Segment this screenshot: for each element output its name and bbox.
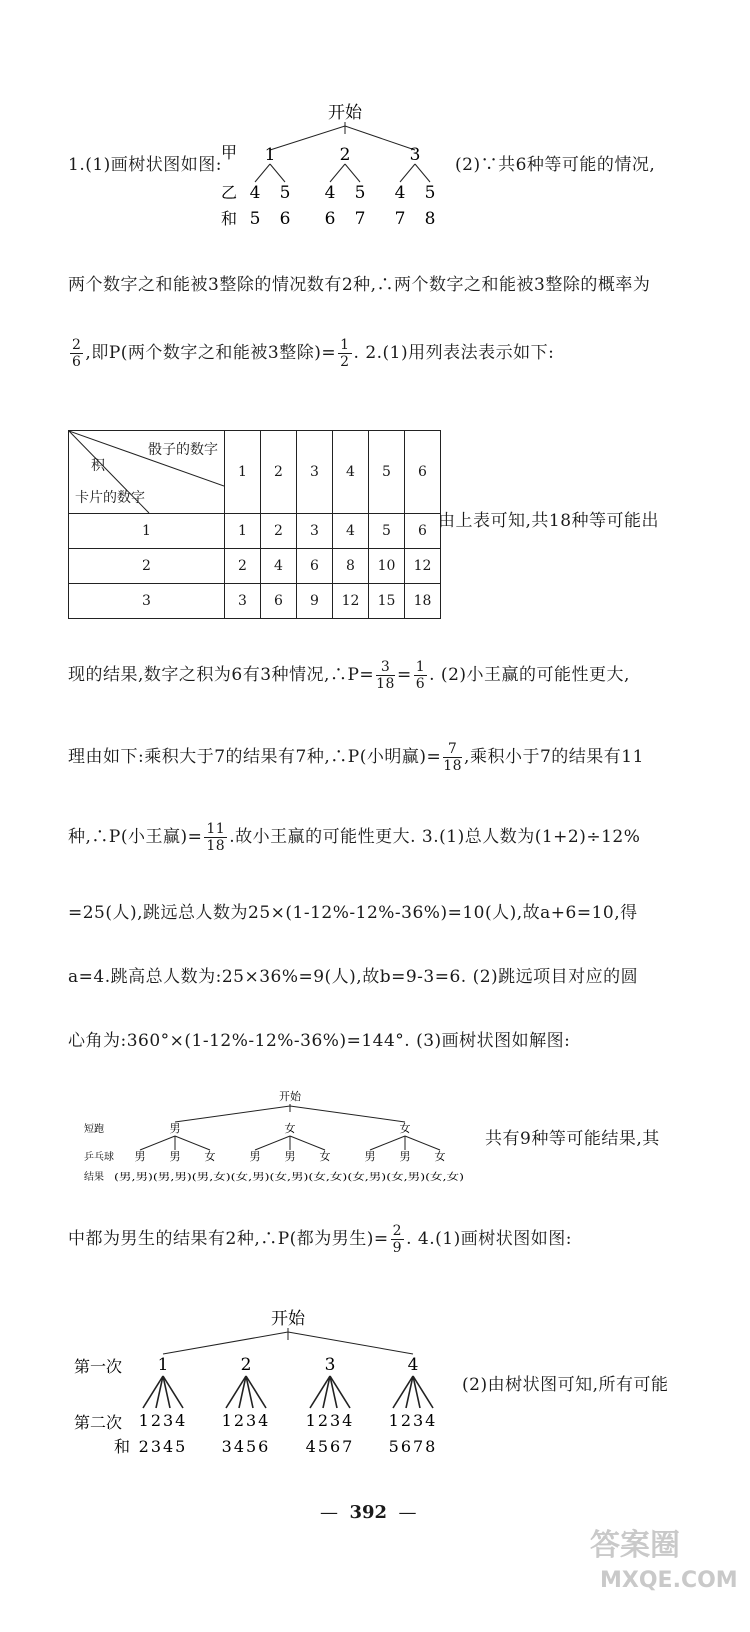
q1-part2: (2)∵共6种等可能的情况,: [455, 155, 656, 175]
table-cell: 5: [369, 514, 405, 549]
tree2-leaf: 男: [284, 1150, 296, 1163]
tree1-sum: 8: [424, 209, 436, 229]
fraction: $\frac{2}{6}$: [72, 337, 82, 370]
tree3-node: 4: [407, 1355, 419, 1375]
watermark-url: MXQE.COM: [600, 1568, 738, 1593]
table-cell: 8: [333, 549, 369, 584]
tree-diagram-2: [80, 1086, 470, 1186]
tree2-node: 男: [169, 1122, 181, 1135]
tree-diagram-1: [215, 92, 455, 232]
tree2-results: (男,男)(男,男)(男,女)(女,男)(女,男)(女,女)(女,男)(女,男)(女,女): [114, 1172, 379, 1183]
tree2-leaf: 男: [399, 1150, 411, 1163]
table-cell: 1: [225, 514, 261, 549]
tree1-sum: 7: [394, 209, 406, 229]
product-table: [68, 430, 441, 619]
tree1-sum: 7: [354, 209, 366, 229]
tree2-root: 开始: [279, 1090, 301, 1103]
table-row: [69, 514, 441, 549]
tree2-leaf: 女: [319, 1150, 331, 1163]
q2-line-a: 现的结果,数字之积为6有3种情况,∴P= $\frac{3}{18}$ = $\frac{1}{6}$ . (2)小王赢的可能性更大,: [68, 659, 630, 692]
table-cell: 4: [261, 549, 297, 584]
table-cell: 6: [297, 549, 333, 584]
header-dice: 骰子的数字: [148, 442, 218, 458]
table-cell: 2: [225, 549, 261, 584]
fraction: $\frac{2}{9}$: [392, 1223, 403, 1256]
tree-diagram-3: [70, 1302, 460, 1472]
tree3-side-text: (2)由树状图可知,所有可能: [462, 1375, 669, 1395]
tree2-leaf: 男: [169, 1150, 181, 1163]
column-header: 1: [225, 431, 261, 514]
tree3-sums: 3456: [221, 1437, 271, 1456]
q2-line-c: 种,∴P(小王赢)= $\frac{11}{18}$ .故小王赢的可能性更大. 3.(1)总人数为(1+2)÷12%: [68, 821, 641, 854]
tree1-sum: 6: [279, 209, 291, 229]
row-header: 3: [69, 584, 225, 619]
q3-line2: a=4.跳高总人数为:25×36%=9(人),故b=9-3=6. (2)跳远项目对应的圆: [68, 967, 639, 987]
tree2-leaf: 男: [134, 1150, 146, 1163]
fraction: $\frac{3}{18}$: [376, 659, 395, 692]
table-cell: 9: [297, 584, 333, 619]
tree1-sum: 6: [324, 209, 336, 229]
q3-line1: =25(人),跳远总人数为25×(1-12%-12%-36%)=10(人),故a+6=10,得: [68, 903, 638, 923]
fraction: $\frac{11}{18}$: [206, 821, 226, 854]
q2-line-b: 理由如下:乘积大于7的结果有7种,∴P(小明赢)= $\frac{7}{18}$ ,乘积小于7的结果有11: [68, 741, 644, 774]
q3-line3: 心角为:360°×(1-12%-12%-36%)=144°. (3)画树状图如解图:: [68, 1031, 571, 1051]
q1-prefix: 1.(1)画树状图如图:: [68, 155, 223, 175]
column-header: 3: [297, 431, 333, 514]
tree1-root: 开始: [328, 103, 362, 123]
tree3-sums: 5678: [388, 1437, 438, 1456]
tree1-leaf: 4: [394, 183, 406, 203]
tree1-leaf: 5: [279, 183, 291, 203]
q1-line2: 两个数字之和能被3整除的情况数有2种,∴两个数字之和能被3整除的概率为: [68, 275, 651, 295]
tree2-leaf: 女: [434, 1150, 446, 1163]
column-header: 5: [369, 431, 405, 514]
tree2-label: 短跑: [84, 1124, 104, 1135]
tree1-node: 1: [264, 145, 276, 165]
tree3-label: 第一次: [74, 1357, 123, 1376]
tree3-label: 第二次: [74, 1413, 123, 1432]
tree2-node: 女: [284, 1122, 296, 1135]
row-header: 1: [69, 514, 225, 549]
tree1-node: 2: [339, 145, 351, 165]
tree3-root: 开始: [271, 1309, 305, 1329]
table-row: [69, 584, 441, 619]
tree3-label: 和: [114, 1437, 131, 1456]
table-cell: 3: [297, 514, 333, 549]
tree3-leaves: 1234: [305, 1411, 355, 1430]
column-header: 6: [405, 431, 441, 514]
tree3-leaves: 1234: [138, 1411, 188, 1430]
column-header: 4: [333, 431, 369, 514]
fraction: $\frac{7}{18}$: [443, 741, 463, 774]
column-header: 2: [261, 431, 297, 514]
tree1-leaf: 5: [424, 183, 436, 203]
table-row: [69, 549, 441, 584]
tree1-label-he: 和: [221, 209, 238, 228]
table-cell: 4: [333, 514, 369, 549]
header-product: 积: [91, 458, 105, 474]
table-cell: 15: [369, 584, 405, 619]
fraction: $\frac{1}{6}$: [415, 659, 426, 692]
table-cell: 3: [225, 584, 261, 619]
q2-side-text: 由上表可知,共18种等可能出: [438, 511, 660, 531]
row-header: 2: [69, 549, 225, 584]
table-cell: 2: [261, 514, 297, 549]
q1-line3: $\frac{2}{6}$ ,即P(两个数字之和能被3整除)= $\frac{1}{2}$ . 2.(1)用列表法表示如下:: [72, 337, 555, 370]
table-cell: 12: [333, 584, 369, 619]
q3-side-text: 共有9种等可能结果,其: [485, 1129, 660, 1149]
tree1-node: 3: [409, 145, 421, 165]
tree2-label: 乒乓球: [84, 1152, 114, 1163]
table-corner-header: [69, 431, 225, 514]
page-number: — 392 —: [320, 1502, 417, 1523]
tree3-node: 3: [324, 1355, 336, 1375]
table-cell: 6: [405, 514, 441, 549]
table-cell: 18: [405, 584, 441, 619]
q3-line4: 中都为男生的结果有2种,∴P(都为男生)= $\frac{2}{9}$ . 4.(1)画树状图如图:: [68, 1223, 572, 1256]
tree2-label: 结果: [84, 1172, 104, 1183]
tree2-leaf: 女: [204, 1150, 216, 1163]
tree1-leaf: 4: [324, 183, 336, 203]
tree2-leaf: 男: [364, 1150, 376, 1163]
table-cell: 10: [369, 549, 405, 584]
tree1-label-jia: 甲: [221, 143, 238, 162]
tree3-node: 2: [240, 1355, 252, 1375]
tree2-leaf: 男: [249, 1150, 261, 1163]
tree3-sums: 4567: [305, 1437, 355, 1456]
tree3-leaves: 1234: [388, 1411, 438, 1430]
tree1-label-yi: 乙: [221, 183, 238, 202]
tree2-node: 女: [399, 1122, 411, 1135]
tree3-node: 1: [157, 1355, 169, 1375]
tree1-sum: 5: [249, 209, 261, 229]
watermark: 答案圈: [590, 1528, 680, 1563]
table-cell: 12: [405, 549, 441, 584]
tree3-leaves: 1234: [221, 1411, 271, 1430]
tree1-leaf: 4: [249, 183, 261, 203]
tree3-sums: 2345: [138, 1437, 188, 1456]
fraction: $\frac{1}{2}$: [340, 337, 350, 370]
header-card: 卡片的数字: [75, 490, 145, 506]
table-cell: 6: [261, 584, 297, 619]
tree1-leaf: 5: [354, 183, 366, 203]
